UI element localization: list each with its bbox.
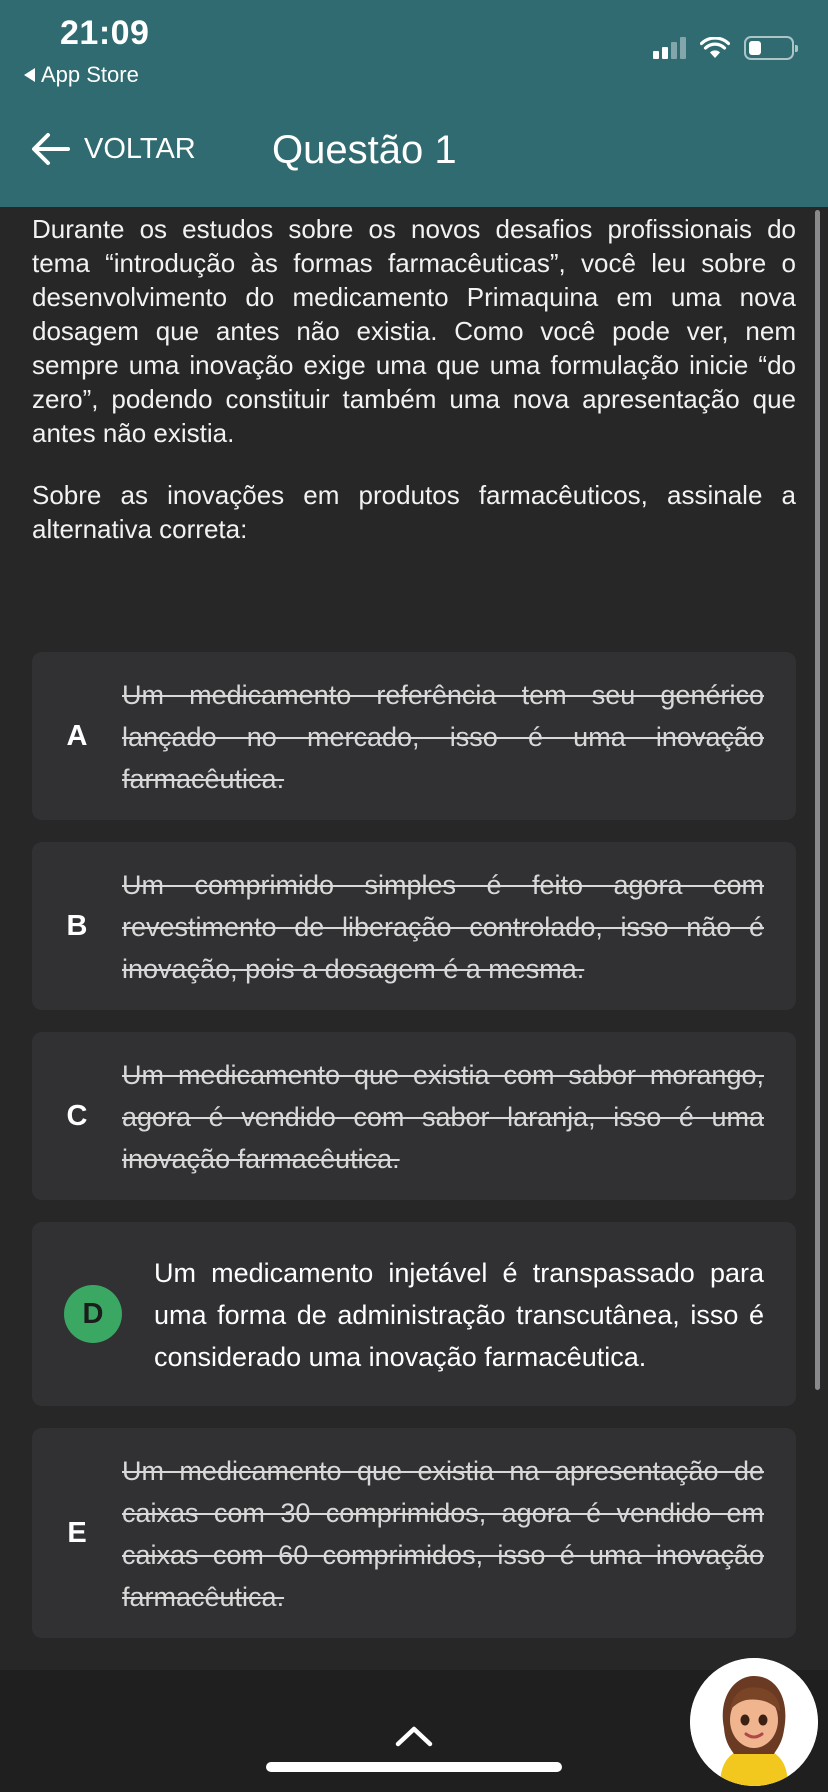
scrollbar[interactable] <box>815 210 820 1390</box>
question-paragraph-1: Durante os estudos sobre os novos desafios profissionais do tema “introdução às formas farmacêuticas”, você leu sobre o desenvolvimento do medicamento Primaquina em uma nova dosagem que antes não existia. Como você pode ver, nem sempre uma inovação exige uma que uma formulação inicie “do zero”, podendo constituir também uma nova apresentação que antes não existia. <box>32 214 796 448</box>
option-letter: A <box>66 719 88 752</box>
question-paragraph-2: Sobre as inovações em produtos farmacêuticos, assinale a alternativa correta: <box>32 480 796 544</box>
page-title: Questão 1 <box>272 128 457 172</box>
battery-icon <box>744 36 794 60</box>
option-letter-container <box>32 1285 154 1343</box>
selected-letter-badge: D <box>64 1285 122 1343</box>
option-letter: C <box>66 1099 88 1132</box>
status-icons <box>653 36 794 60</box>
option-text: Um medicamento injetável é transpassado para uma forma de administração transcutânea, isso é considerado uma inovação farmacêutica. <box>154 1258 764 1372</box>
option-letter: B <box>66 909 88 942</box>
answer-options <box>32 652 796 1660</box>
chevron-up-icon[interactable] <box>394 1716 434 1756</box>
wifi-icon <box>700 37 730 59</box>
option-text: Um medicamento referência tem seu genérico lançado no mercado, isso é uma inovação farmacêutica. <box>122 680 764 794</box>
option-e[interactable] <box>32 1428 796 1638</box>
option-a[interactable] <box>32 652 796 820</box>
back-app-label: App Store <box>41 62 139 87</box>
assistant-avatar-icon[interactable] <box>690 1658 818 1786</box>
avatar-illustration <box>690 1658 818 1786</box>
back-to-app-store[interactable] <box>24 62 139 88</box>
status-time: 21:09 <box>60 14 150 52</box>
back-label: VOLTAR <box>84 132 196 165</box>
home-indicator[interactable] <box>266 1762 562 1772</box>
app-header <box>0 0 828 207</box>
arrow-left-icon <box>30 132 70 166</box>
option-text: Um medicamento que existia na apresentação de caixas com 30 comprimidos, agora é vendido em caixas com 60 comprimidos, isso é uma inovação farmacêutica. <box>122 1456 764 1612</box>
back-button[interactable] <box>30 132 196 166</box>
option-text: Um medicamento que existia com sabor morango, agora é vendido com sabor laranja, isso é uma inovação farmacêutica. <box>122 1060 764 1174</box>
option-b[interactable] <box>32 842 796 1010</box>
option-letter: E <box>67 1516 87 1549</box>
question-text <box>32 212 796 574</box>
option-d[interactable] <box>32 1222 796 1406</box>
cellular-signal-icon <box>653 37 686 59</box>
option-text: Um comprimido simples é feito agora com revestimento de liberação controlado, isso não é inovação, pois a dosagem é a mesma. <box>122 870 764 984</box>
option-c[interactable] <box>32 1032 796 1200</box>
back-triangle-icon <box>24 68 35 82</box>
